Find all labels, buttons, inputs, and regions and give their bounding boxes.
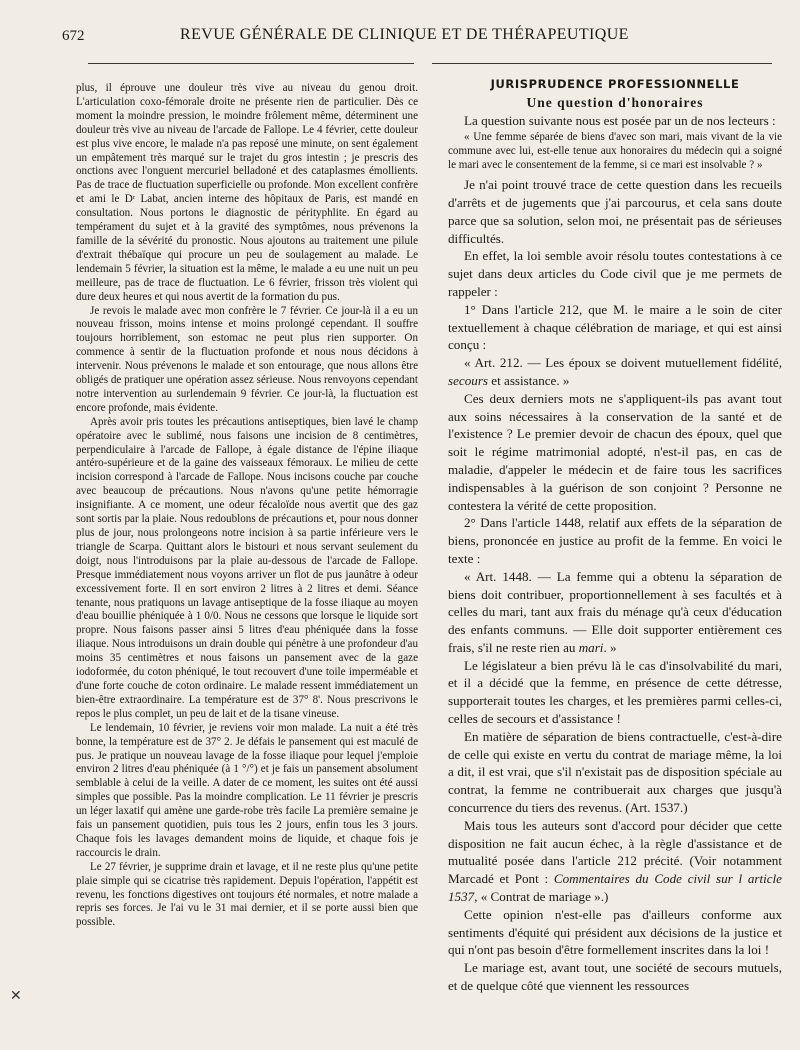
mais-end: , « Contrat de mariage ».)	[474, 889, 609, 905]
body-paragraph: Ces deux derniers mots ne s'appliquent-ils pas avant tout aux soins nécessaires à la conservation de la santé et de l'existence ? Le premier devoir de chacun des époux, quel que soit le régime matrimonial adopté, n'est-il pas, en cas de maladie, d'appeler le médecin et de faire tous les sacrifices indispensables à la guérison de son conjoint ? Personne ne contestera la vérité de cette proposition.	[448, 390, 782, 513]
body-paragraph: 1° Dans l'article 212, que M. le maire a le soin de citer textuellement à chaque célébration de mariage, et qui est ainsi conçu :	[448, 301, 782, 353]
body-paragraph	[448, 817, 782, 906]
art1448-end: . »	[603, 639, 617, 655]
mais-text: Mais tous les auteurs sont d'accord pour décider que cette disposition ne fait aucun échec, à la règle d'assistance et de mutualité posée dans l'article 212 précité. (Voir notamment Marcadé et Pont :	[448, 817, 782, 887]
body-paragraph: 2° Dans l'article 1448, relatif aux effets de la séparation de biens, prononcée en justice au profit de la femme. En voici le texte :	[448, 515, 782, 566]
body-paragraph: Après avoir pris toutes les précautions antiseptiques, bien lavé le champ opératoire avec le sublimé, nous faisons une incision de 8 centimètres, perpendiculaire à l'arcade de Fallope, à égale distance de l'épine iliaque antéro-supérieure et de la gaine des vaisseaux fémoraux. Le milieu de cette incision correspond à l'arcade de Fallope. Nous incisons couche par couche avec beaucoup de précautions. Nous n'avons qu'une petite hémorragie insignifiante. A ce moment, une odeur fécaloïde nous avertit que des gaz sont sortis par la plaie. Nous redoublons de précautions et, pour nous donner plus de jour, nous prolongeons notre incision à sa partie inférieure vers le triangle de Scarpa. Quittant alors le bistouri et nous servant seulement du doigt, nous l'introduisons par la plaie au-dessous de l'arcade de Fallope. Presque immédiatement nous voyons arriver un flot de pus jaunâtre à odeur excessivement forte. Il en sort environ 2 litres à 2 litres et demi. Séance tenante, nous pratiquons un lavage antiseptique de la fosse iliaque au moyen d'eau bouillie phéniquée à 1 0/0. Nous ne cessons que lorsque le liquide sort propre. Nous faisons passer ainsi 5 litres d'eau phéniquée dans la fosse iliaque. Nous introduisons un drain double qui pénètre à une profondeur d'au moins 35 centimètres et nous faisons un pansement avec de la gaze iodoformée, du coton phéniqué, le tout recouvert d'une toile imperméable et d'une forte couche de coton ordinaire. Le malade ressent immédiatement un bien-être extraordinaire. La température est de 37° 8'. Nous prescrivons le repos le plus complet, un peu de lait et de la tisane vineuse.	[76, 415, 418, 720]
header-rule-left	[88, 63, 414, 64]
body-paragraph: Le mariage est, avant tout, une société de secours mutuels, et de quelque côté que viennent les ressources	[448, 960, 782, 994]
art212-text: « Art. 212. — Les époux se doivent mutuellement fidélité,	[464, 355, 782, 371]
margin-mark: ✕	[10, 989, 22, 1004]
article-title: Une question d'honoraires	[526, 94, 704, 110]
art1448-italic: mari	[578, 639, 604, 655]
body-paragraph: Je revois le malade avec mon confrère le 7 février. Ce jour-là il a eu un nouveau frisson, moins intense et moins prolongé cependant. Il souffre toujours horriblement, son estomac ne peut plus rien supporter. On commence à sentir de la fluctuation profonde et nous nous décidons à intervenir. Nous prévenons le malade et son entourage, que nous allons être obligés de pratiquer une opération assez sérieuse. Nous renvoyons cependant notre intervention au surlendemain 9 février. Ce jour-là, la fluctuation est encore profonde, mais évidente.	[76, 304, 418, 414]
body-paragraph: plus, il éprouve une douleur très vive au niveau du genou droit. L'articulation coxo-fémorale droite ne présente rien de particulier. Dès ce moment la moindre pression, le moindre frôlement même, déterminent une douleur très vive au niveau de l'arcade de Fallope. Le 4 février, cette douleur est plus vive encore, le malade n'a pas reposé une minute, on sent également un empâtement très marqué sur le trajet du gros intestin ; je prescris des onctions avec l'onguent mercuriel belladoné et des cataplasmes émollients. Pas de trace de fluctuation superficielle ou profonde. Mon excellent confrère et ami le Dʳ Labat, ancien interne des hôpitaux de Paris, est mandé en consultation. Nous portons le diagnostic de pérityphlite. En égard au tempérament du sujet et à la gravité des symptômes, nous prévenons la famille de la sévérité du pronostic. Nous ajoutons au traitement une pilule d'extrait thébaïque qui procure un peu de soulagement au malade. Le lendemain 5 février, la situation est la même, le malade a eu une nuit un peu meilleure, pas de trace de fluctuation. Le 6 février, frisson très violent qui dure deux heures et qui nous avertit de la formation du pus.	[76, 82, 418, 303]
section-heading: JURISPRUDENCE PROFESSIONNELLE	[490, 77, 740, 91]
running-title: REVUE GÉNÉRALE DE CLINIQUE ET DE THÉRAPEUTIQUE	[180, 26, 629, 43]
body-paragraph: Je n'ai point trouvé trace de cette question dans les recueils d'arrêts et de jugements que j'ai parcourus, et cela sans doute parce que sa solution, selon moi, ne présentait pas de sérieuses difficultés.	[448, 177, 782, 246]
body-paragraph: En effet, la loi semble avoir résolu toutes contestations à ce sujet dans deux articles du Code civil que je me permets de rappeler :	[448, 248, 782, 299]
article-1448-quote	[448, 568, 782, 657]
page-header	[62, 24, 770, 50]
header-rule-right	[432, 63, 772, 64]
intro-paragraph: La question suivante nous est posée par un de nos lecteurs :	[464, 112, 776, 128]
body-paragraph: En matière de séparation de biens contractuelle, c'est-à-dire de celle qui existe en vertu du contrat de mariage même, la loi a dit, il est vrai, que s'il n'existait pas de disposition spéciale au contrat, la femme ne contribuerait aux charges que jusqu'à concurrence du tiers des revenus. (Art. 1537.)	[448, 728, 782, 816]
body-paragraph: Le 27 février, je supprime drain et lavage, et il ne reste plus qu'une petite plaie simple qui se cicatrise très rapidement. Depuis l'opération, l'appétit est revenu, les fonctions digestives ont toujours été normales, et notre malade a repris ses forces. Je l'ai vu le 31 mai dernier, et il se porte aussi bien que possible.	[76, 860, 418, 929]
mais-italic: Commentaires du Code civil sur l article 1537	[448, 871, 782, 905]
article-212-quote	[448, 354, 782, 390]
art212-italic: secours	[448, 372, 489, 388]
reader-question: « Une femme séparée de biens d'avec son mari, mais vivant de la vie commune avec lui, est-elle tenue aux honoraires du médecin qui a soigné le mari avec le consentement de la femme, si ce mari est insolvable ? »	[448, 131, 782, 171]
left-column	[76, 82, 418, 930]
body-paragraph: Cette opinion n'est-elle pas d'ailleurs conforme aux sentiments d'équité qui président aux décisions de la justice et qui n'ont pas besoin d'être formellement inscrites dans la loi !	[448, 906, 782, 958]
page-number: 672	[62, 28, 85, 44]
body-paragraph: Le législateur a bien prévu là le cas d'insolvabilité du mari, et il a décidé que la femme, en présence de cette détresse, supporterait toutes les charges, et les premières parmi celles-ci, celles de secours et d'assistance !	[448, 657, 782, 727]
art212-end: et assistance. »	[488, 372, 570, 388]
body-paragraph: Le lendemain, 10 février, je reviens voir mon malade. La nuit a été très bonne, la température est de 37° 2. Je défais le pansement qui est maculé de pus. Je pratique un nouveau lavage de la fosse iliaque pour lequel j'emploie environ 2 litres d'eau phéniquée (à 1 °/°) et je fais un pansement absolument semblable à celui de la veille. A dater de ce moment, les suites ont été aussi simples que possible. Pas la moindre complication. Le 11 février je prescris un léger laxatif qui amène une garde-robe très facile La première semaine je fais un pansement quotidien, puis tous les 2 jours, enfin tous les 3 jours. Chaque fois les lavages demandent moins de liquide, et chaque fois je raccourcis le drain.	[76, 721, 418, 859]
art1448-text: « Art. 1448. — La femme qui a obtenu la séparation de biens doit contribuer, proportionnellement à ses facultés et à celles du mari, tant aux frais du ménage qu'à ceux d'éducation des enfants communs. — Elle doit supporter entièrement ces frais, s'il ne reste rien au	[448, 568, 782, 655]
right-column	[448, 76, 782, 995]
